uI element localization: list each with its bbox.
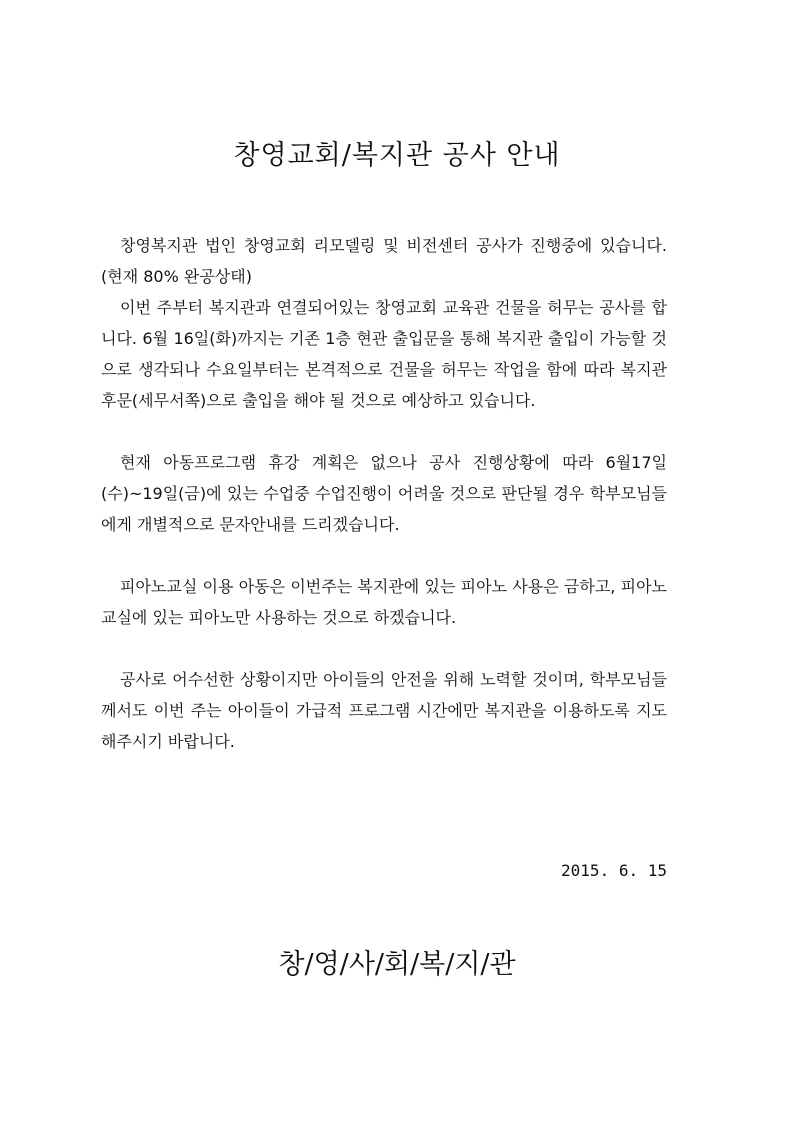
paragraph-program-schedule: 현재 아동프로그램 휴강 계획은 없으나 공사 진행상황에 따라 6월17일(수)~19일(금)에 있는 수업중 수업진행이 어려울 것으로 판단될 경우 학부모님들에게 개별적으로 문자안내를 드리겠습니다.: [101, 453, 667, 534]
notice-body: [101, 230, 667, 757]
paragraph-spacer: [101, 540, 667, 571]
paragraph-spacer: [101, 416, 667, 447]
paragraph-demolition-entrance: 이번 주부터 복지관과 연결되어있는 창영교회 교육관 건물을 허무는 공사를 합니다. 6월 16일(화)까지는 기존 1층 현관 출입문을 통해 복지관 출입이 가능할 것으로 생각되나 수요일부터는 본격적으로 건물을 허무는 작업을 함에 따라 복지관 후문(세무서쪽)으로 출입을 해야 될 것으로 예상하고 있습니다.: [101, 298, 667, 410]
paragraph-piano-class: 피아노교실 이용 아동은 이번주는 복지관에 있는 피아노 사용은 금하고, 피아노교실에 있는 피아노만 사용하는 것으로 하겠습니다.: [101, 577, 667, 627]
document-date: 2015. 6. 15: [561, 861, 667, 880]
organization-signature: 창/영/사/회/복/지/관: [278, 949, 516, 980]
paragraph-safety-request: 공사로 어수선한 상황이지만 아이들의 안전을 위해 노력할 것이며, 학부모님들께서도 이번 주는 아이들이 가급적 프로그램 시간에만 복지관을 이용하도록 지도해주시기 바랍니다.: [101, 670, 667, 751]
page-title: 창영교회/복지관 공사 안내: [233, 140, 561, 171]
paragraph-construction-status: 창영복지관 법인 창영교회 리모델링 및 비전센터 공사가 진행중에 있습니다. (현재 80% 완공상태): [101, 236, 667, 286]
paragraph-spacer: [101, 633, 667, 664]
